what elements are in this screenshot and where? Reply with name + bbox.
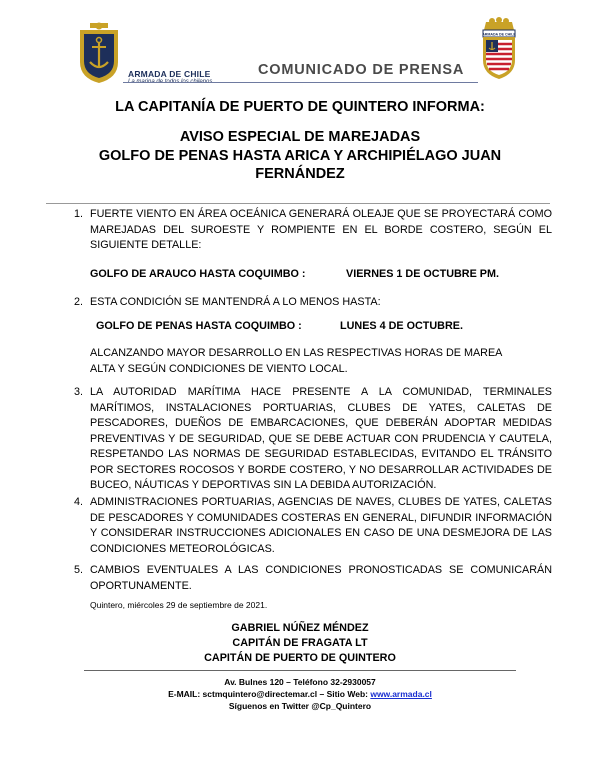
- header-divider: [123, 82, 478, 83]
- zone-heading: GOLFO DE PENAS HASTA ARICA Y ARCHIPIÉLAGO JUAN FERNÁNDEZ: [98, 148, 502, 182]
- main-heading: LA CAPITANÍA DE PUERTO DE QUINTERO INFORMA:: [115, 99, 485, 115]
- detail-date: VIERNES 1 DE OCTUBRE PM.: [346, 268, 499, 280]
- list-item-4: [74, 495, 552, 557]
- list-item-3: [74, 385, 552, 494]
- footer-address: Av. Bulnes 120 – Teléfono 32-2930057: [224, 677, 376, 687]
- item-text: ADMINISTRACIONES PORTUARIAS, AGENCIAS DE NAVES, CLUBES DE YATES, CALETAS DE PESCADORES Y COMUNIDADES COSTERAS EN GENERAL, DIFUNDIR INFORMACIÓN Y CONSIDERAR INSTRUCCIONES ADICIONALES EN CASO DE UNA DESMEJORA DE LAS CONDICIONES METEOROLÓGICAS.: [90, 496, 552, 555]
- footer-rule: [84, 670, 516, 671]
- list-item-1: [74, 207, 552, 254]
- aviso-heading: AVISO ESPECIAL DE MAREJADAS: [179, 129, 421, 145]
- footer-email: E-MAIL: sctmquintero@directemar.cl – Sitio Web:: [168, 689, 371, 699]
- armada-crest-logo-icon: [478, 16, 520, 80]
- item-text: ESTA CONDICIÓN SE MANTENDRÁ A LO MENOS HASTA:: [90, 296, 381, 308]
- website-link[interactable]: www.armada.cl: [370, 689, 432, 699]
- item-number: 4.: [74, 496, 84, 508]
- footer-twitter: Síguenos en Twitter @Cp_Quintero: [228, 701, 372, 711]
- armada-shield-logo-icon: [76, 22, 122, 84]
- date-line: Quintero, miércoles 29 de septiembre de 2021.: [90, 600, 268, 610]
- list-item-5: [74, 563, 552, 594]
- item-text: LA AUTORIDAD MARÍTIMA HACE PRESENTE A LA COMUNIDAD, TERMINALES MARÍTIMOS, INSTALACIONES PORTUARIAS, CLUBES DE YATES, CALETAS DE PESCADORES, DUEÑOS DE EMBARCACIONES, QUE DEBERÁN ADOPTAR MEDIDAS PREVENTIVAS Y DE SEGURIDAD, QUE SE DEBE ACTUAR CON PRUDENCIA Y CAUTELA, RESPETANDO LAS NORMAS DE SEGURIDAD ESTABLECIDAS, EVITANDO EL TRÁNSITO POR SECTORES ROCOSOS Y BORDE COSTERO, Y NO DESARROLLAR ACTIVIDADES DE BUCEO, NÁUTICAS Y DEPORTIVAS SIN LA DEBIDA AUTORIZACIÓN.: [90, 386, 552, 491]
- forecast-detail-2: [96, 320, 516, 332]
- signatory-role: CAPITÁN DE PUERTO DE QUINTERO: [204, 652, 396, 664]
- item-note: ALCANZANDO MAYOR DESARROLLO EN LAS RESPECTIVAS HORAS DE MAREA ALTA Y SEGÚN CONDICIONES DE VIENTO LOCAL.: [90, 347, 502, 375]
- forecast-detail-1: [90, 268, 510, 280]
- footer-contact: [0, 689, 600, 699]
- item-number: 5.: [74, 564, 84, 576]
- item-number: 1.: [74, 208, 84, 220]
- detail-date: LUNES 4 DE OCTUBRE.: [340, 320, 463, 332]
- item-text: FUERTE VIENTO EN ÁREA OCEÁNICA GENERARÁ OLEAJE QUE SE PROYECTARÁ COMO MAREJADAS DEL SUROESTE Y ROMPIENTE EN EL BORDE COSTERO, SEGÚN EL SIGUIENTE DETALLE:: [90, 208, 552, 251]
- press-release-label: COMUNICADO DE PRENSA: [258, 62, 465, 78]
- crest-seal-text: ARMADA DE CHILE: [482, 32, 516, 37]
- item-number: 2.: [74, 296, 84, 308]
- top-rule: [46, 203, 550, 204]
- detail-area: GOLFO DE PENAS HASTA COQUIMBO :: [96, 320, 302, 332]
- org-name: ARMADA DE CHILE: [128, 69, 211, 79]
- list-item-2: [74, 295, 552, 311]
- signatory-rank: CAPITÁN DE FRAGATA LT: [232, 637, 368, 649]
- item-number: 3.: [74, 386, 84, 398]
- detail-area: GOLFO DE ARAUCO HASTA COQUIMBO :: [90, 268, 306, 280]
- item-text: CAMBIOS EVENTUALES A LAS CONDICIONES PRONOSTICADAS SE COMUNICARÁN OPORTUNAMENTE.: [90, 564, 552, 592]
- signatory-name: GABRIEL NÚÑEZ MÉNDEZ: [231, 622, 369, 634]
